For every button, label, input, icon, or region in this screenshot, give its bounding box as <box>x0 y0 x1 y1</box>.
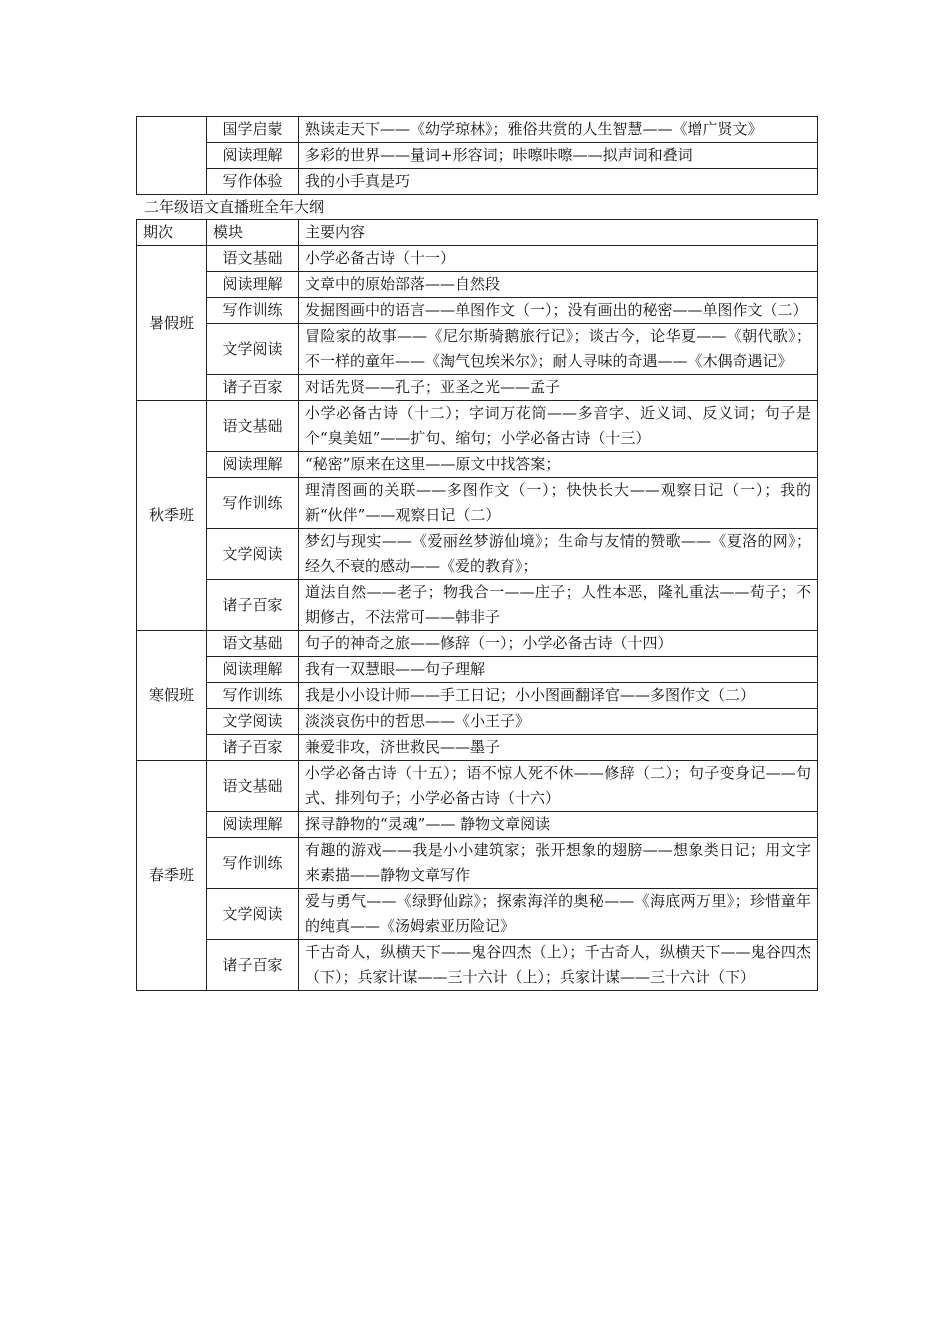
table-row <box>137 529 818 580</box>
module-cell: 文学阅读 <box>207 709 299 735</box>
table-row <box>137 940 818 991</box>
table-row <box>137 580 818 631</box>
content-cell: 熟读走天下——《幼学琼林》；雅俗共赏的人生智慧——《增广贤文》 <box>299 117 818 143</box>
content-cell: 淡淡哀伤中的哲思——《小王子》 <box>299 709 818 735</box>
table-row <box>137 298 818 324</box>
module-cell: 阅读理解 <box>207 452 299 478</box>
content-cell: 发掘图画中的语言——单图作文（一）；没有画出的秘密——单图作文（二） <box>299 298 818 324</box>
table-row <box>137 401 818 452</box>
module-cell: 文学阅读 <box>207 324 299 375</box>
content-cell: “秘密”原来在这里——原文中找答案； <box>299 452 818 478</box>
content-cell: 冒险家的故事——《尼尔斯骑鹅旅行记》；谈古今，论华夏——《朝代歌》；不一样的童年——《淘气包埃米尔》；耐人寻味的奇遇——《木偶奇遇记》 <box>299 324 818 375</box>
content-cell: 文章中的原始部落——自然段 <box>299 272 818 298</box>
table-row <box>137 631 818 657</box>
header-content: 主要内容 <box>299 220 818 246</box>
table-row <box>137 761 818 812</box>
content-cell: 探寻静物的“灵魂”—— 静物文章阅读 <box>299 812 818 838</box>
table-row <box>137 246 818 272</box>
module-cell: 阅读理解 <box>207 812 299 838</box>
module-cell: 写作训练 <box>207 298 299 324</box>
term-cell: 秋季班 <box>137 401 207 631</box>
table-row <box>137 478 818 529</box>
term-cell: 寒假班 <box>137 631 207 761</box>
module-cell: 写作训练 <box>207 683 299 709</box>
content-cell: 兼爱非攻，济世救民——墨子 <box>299 735 818 761</box>
content-cell: 道法自然——老子；物我合一——庄子；人性本恶，隆礼重法——荀子；不期修古，不法常可——韩非子 <box>299 580 818 631</box>
table-row <box>137 452 818 478</box>
content-cell: 小学必备古诗（十二）；字词万花筒——多音字、近义词、反义词；句子是个“臭美妞”——扩句、缩句；小学必备古诗（十三） <box>299 401 818 452</box>
module-cell: 文学阅读 <box>207 889 299 940</box>
content-cell: 句子的神奇之旅——修辞（一）；小学必备古诗（十四） <box>299 631 818 657</box>
module-cell: 阅读理解 <box>207 272 299 298</box>
module-cell: 写作体验 <box>207 169 299 195</box>
table-row <box>137 683 818 709</box>
annual-outline-table <box>136 219 818 991</box>
module-cell: 文学阅读 <box>207 529 299 580</box>
module-cell: 诸子百家 <box>207 375 299 401</box>
term-cell: 暑假班 <box>137 246 207 401</box>
module-cell: 写作训练 <box>207 838 299 889</box>
term-cell: 春季班 <box>137 761 207 991</box>
content-cell: 多彩的世界——量词+形容词；咔嚓咔嚓——拟声词和叠词 <box>299 143 818 169</box>
table-row <box>137 169 818 195</box>
content-cell: 我有一双慧眼——句子理解 <box>299 657 818 683</box>
table-row <box>137 657 818 683</box>
content-cell: 小学必备古诗（十五）；语不惊人死不休——修辞（二）；句子变身记——句式、排列句子；小学必备古诗（十六） <box>299 761 818 812</box>
content-cell: 我的小手真是巧 <box>299 169 818 195</box>
module-cell: 语文基础 <box>207 246 299 272</box>
module-cell: 语文基础 <box>207 401 299 452</box>
content-cell: 我是小小设计师——手工日记；小小图画翻译官——多图作文（二） <box>299 683 818 709</box>
content-cell: 对话先贤——孔子；亚圣之光——孟子 <box>299 375 818 401</box>
table-caption: 二年级语文直播班全年大纲 <box>144 198 325 216</box>
table-row <box>137 272 818 298</box>
module-cell: 诸子百家 <box>207 735 299 761</box>
table-row <box>137 735 818 761</box>
module-cell: 国学启蒙 <box>207 117 299 143</box>
content-cell: 千古奇人，纵横天下——鬼谷四杰（上）；千古奇人，纵横天下——鬼谷四杰（下）；兵家计谋——三十六计（上）；兵家计谋——三十六计（下） <box>299 940 818 991</box>
module-cell: 诸子百家 <box>207 580 299 631</box>
module-cell: 写作训练 <box>207 478 299 529</box>
content-cell: 理清图画的关联——多图作文（一）；快快长大——观察日记（一）；我的新“伙伴”——观察日记（二） <box>299 478 818 529</box>
header-row <box>137 220 818 246</box>
module-cell: 语文基础 <box>207 631 299 657</box>
module-cell: 阅读理解 <box>207 657 299 683</box>
table-row <box>137 324 818 375</box>
table-row <box>137 143 818 169</box>
table-row <box>137 889 818 940</box>
continued-outline-table <box>136 116 818 195</box>
table-row <box>137 812 818 838</box>
header-term: 期次 <box>137 220 207 246</box>
content-cell: 有趣的游戏——我是小小建筑家；张开想象的翅膀——想象类日记；用文字来素描——静物文章写作 <box>299 838 818 889</box>
module-cell: 语文基础 <box>207 761 299 812</box>
module-cell: 诸子百家 <box>207 940 299 991</box>
header-module: 模块 <box>207 220 299 246</box>
content-cell: 爱与勇气——《绿野仙踪》；探索海洋的奥秘——《海底两万里》；珍惜童年的纯真——《汤姆索亚历险记》 <box>299 889 818 940</box>
table-row <box>137 117 818 143</box>
table-row <box>137 375 818 401</box>
table-row <box>137 838 818 889</box>
term-cell <box>137 117 207 195</box>
table-row <box>137 709 818 735</box>
content-cell: 梦幻与现实——《爱丽丝梦游仙境》；生命与友情的赞歌——《夏洛的网》；经久不衰的感动——《爱的教育》； <box>299 529 818 580</box>
module-cell: 阅读理解 <box>207 143 299 169</box>
content-cell: 小学必备古诗（十一） <box>299 246 818 272</box>
